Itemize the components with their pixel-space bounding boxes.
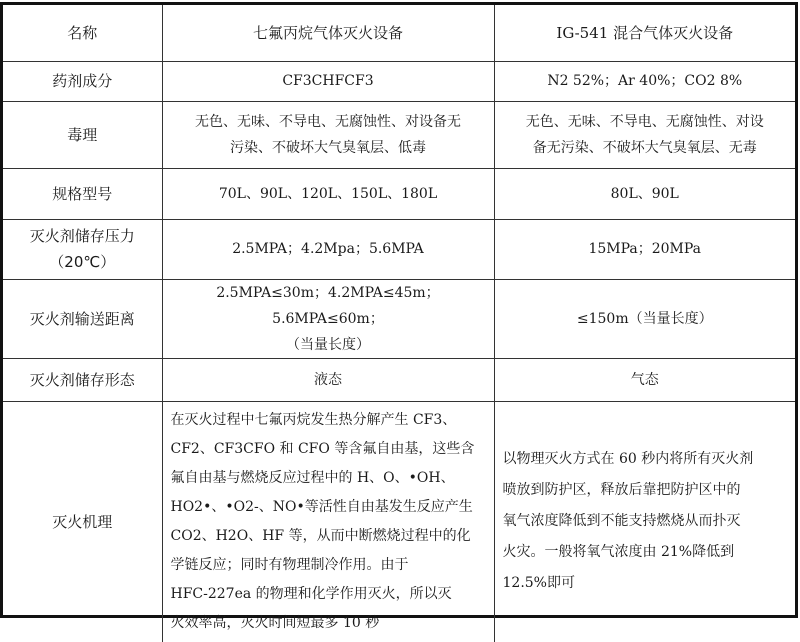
comparison-table — [0, 2, 798, 631]
cell-composition-ig541 — [494, 61, 795, 101]
cell-toxicity-hfc — [162, 101, 494, 168]
table-row — [3, 168, 795, 219]
cell-text: 气态 — [630, 371, 659, 388]
table-row — [3, 358, 795, 401]
cell-state-ig541 — [494, 358, 795, 401]
para-line: 氧气浓度降低到不能支持燃烧从而扑灭 — [502, 513, 741, 529]
para-line: 以物理灭火方式在 60 秒内将所有灭火剂 — [502, 451, 754, 467]
label-line: （20℃） — [49, 253, 116, 271]
para-line: 火灾。一般将氧气浓度由 21%降低到 — [502, 544, 735, 560]
header-name-cell: 名称 — [3, 5, 162, 61]
para-line: 氟自由基与燃烧反应过程中的 H、O、•OH、 — [170, 469, 455, 486]
header-heptafluoropropane: 七氟丙烷气体灭火设备 — [162, 5, 494, 61]
para-line: 学链反应；同时有物理制冷作用。由于 — [170, 556, 409, 573]
header-ig541: IG-541 混合气体灭火设备 — [494, 5, 795, 61]
cell-composition-hfc — [162, 61, 494, 101]
table-row — [3, 219, 795, 279]
cell-toxicity-ig541 — [494, 101, 795, 168]
cell-text: 2.5MPA；4.2Mpa；5.6MPA — [232, 241, 424, 257]
para-line: CF2、CF3CFO 和 CFO 等含氟自由基，这些含 — [170, 440, 475, 457]
para-line: 喷放到防护区，释放后靠把防护区中的 — [502, 482, 741, 498]
cell-spec-ig541 — [494, 168, 795, 219]
cell-text: 备无污染、不破坏大气臭氧层、无毒 — [532, 139, 757, 156]
row-label-distance: 灭火剂输送距离 — [3, 279, 162, 358]
table-row — [3, 401, 795, 642]
cell-distance-hfc — [162, 279, 494, 358]
table-row — [3, 101, 795, 168]
cell-pressure-hfc — [162, 219, 494, 279]
row-label-composition: 药剂成分 — [3, 61, 162, 101]
row-label-state: 灭火剂储存形态 — [3, 358, 162, 401]
cell-pressure-ig541 — [494, 219, 795, 279]
label-line: 灭火剂储存压力 — [29, 227, 135, 245]
cell-mechanism-hfc — [162, 401, 494, 642]
cell-text: 70L、90L、120L、150L、180L — [218, 185, 438, 202]
table-row — [3, 61, 795, 101]
table-row — [3, 279, 795, 358]
cell-text: ≤150m（当量长度） — [576, 310, 713, 327]
para-line: HFC-227ea 的物理和化学作用灭火，所以灭 — [170, 585, 452, 602]
cell-text: 15MPa；20MPa — [588, 241, 702, 257]
row-label-mechanism: 灭火机理 — [3, 401, 162, 642]
para-line: 在灭火过程中七氟丙烷发生热分解产生 CF3、 — [170, 411, 457, 428]
para-line: CO2、H2O、HF 等，从而中断燃烧过程中的化 — [170, 527, 471, 544]
cell-state-hfc — [162, 358, 494, 401]
cell-text: CF3CHFCF3 — [282, 73, 374, 89]
row-label-pressure — [3, 219, 162, 279]
row-label-toxicity: 毒理 — [3, 101, 162, 168]
cell-text: 污染、不破坏大气臭氧层、低毒 — [230, 139, 426, 156]
para-line: 火效率高，灭火时间短最多 10 秒 — [170, 614, 380, 631]
cell-text: 无色、无味、不导电、无腐蚀性、对设 — [525, 113, 764, 130]
para-line: 12.5%即可 — [502, 575, 575, 591]
header-row — [3, 5, 795, 61]
cell-text: 80L、90L — [610, 185, 679, 202]
row-label-spec: 规格型号 — [3, 168, 162, 219]
cell-text: 2.5MPA≤30m；4.2MPA≤45m；5.6MPA≤60m； — [216, 284, 440, 327]
cell-text: 液态 — [314, 371, 342, 388]
cell-text: （当量长度） — [286, 336, 370, 353]
cell-mechanism-ig541 — [494, 401, 795, 642]
comparison-table-grid — [3, 5, 795, 642]
cell-text: 无色、无味、不导电、无腐蚀性、对设备无 — [195, 113, 461, 130]
cell-text: N2 52%；Ar 40%；CO2 8% — [547, 73, 743, 89]
para-line: HO2•、•O2-、NO•等活性自由基发生反应产生 — [170, 498, 473, 515]
cell-spec-hfc — [162, 168, 494, 219]
cell-distance-ig541 — [494, 279, 795, 358]
